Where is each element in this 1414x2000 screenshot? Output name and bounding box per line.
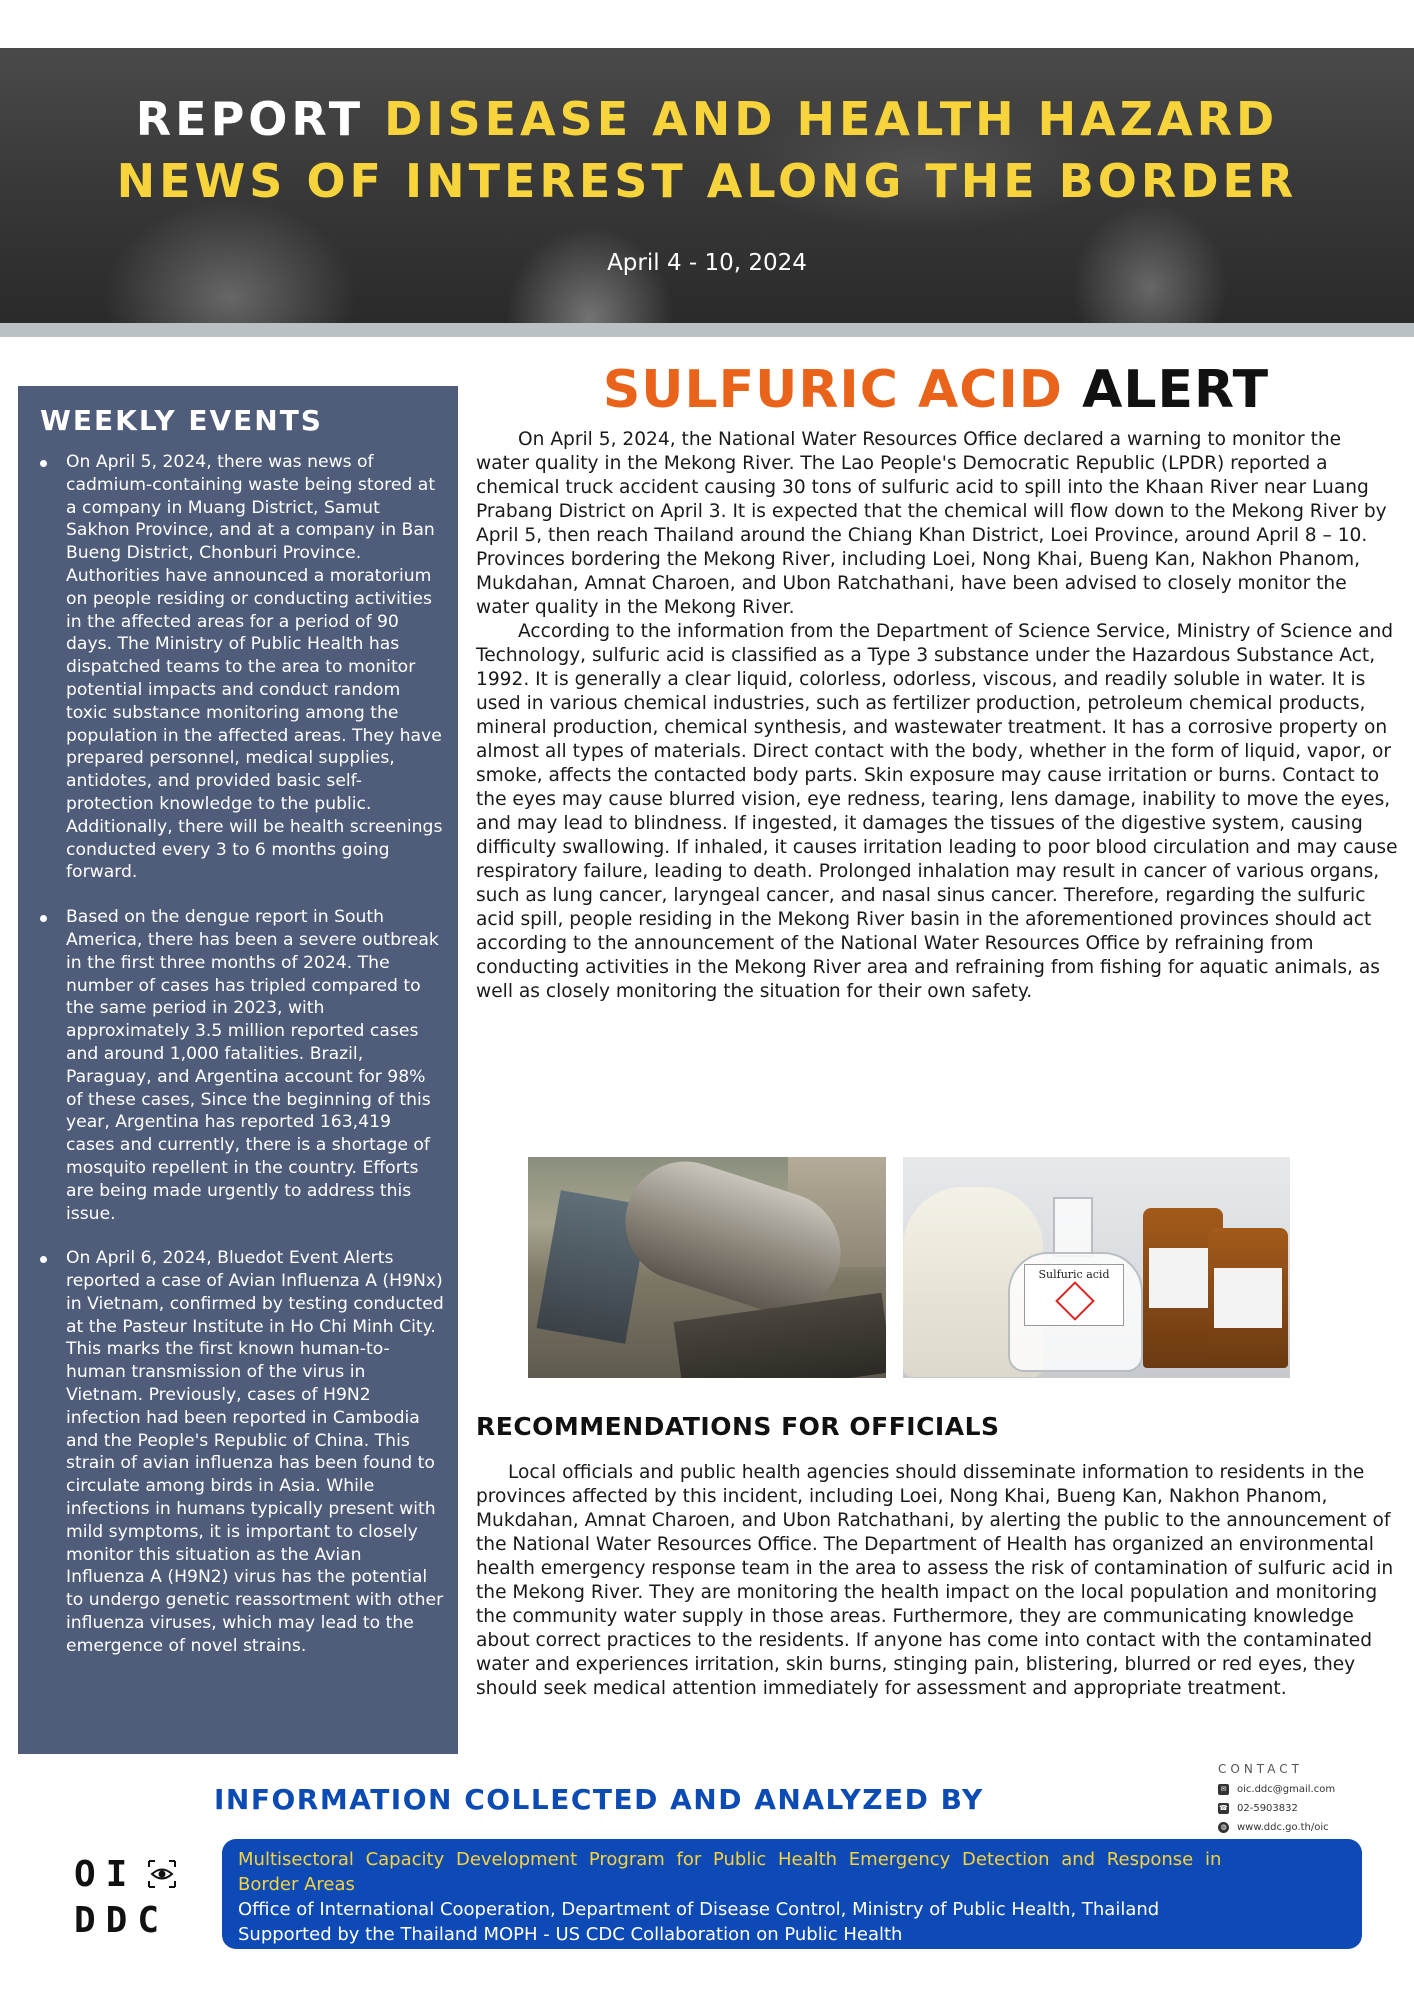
contact-email-row[interactable]	[1218, 1780, 1398, 1799]
program-name-line-1: Multisectoral Capacity Development Program for Public Health Emergency Detection and Response in	[238, 1849, 1222, 1870]
office-name: Office of International Cooperation, Department of Disease Control, Ministry of Public Health, Thailand	[238, 1899, 1160, 1920]
corrosive-hazard-icon	[1055, 1281, 1095, 1321]
contact-email[interactable]: oic.ddc@gmail.com	[1237, 1784, 1336, 1795]
oi-ddc-logo	[74, 1852, 184, 1952]
overturned-truck-photo	[528, 1157, 886, 1378]
weekly-events-panel	[18, 386, 458, 1754]
flask-label	[1024, 1264, 1124, 1326]
eye-icon	[146, 1858, 178, 1890]
email-icon: ✉	[1218, 1784, 1229, 1795]
contact-phone-row[interactable]	[1218, 1799, 1398, 1818]
support-note: Supported by the Thailand MOPH - US CDC Collaboration on Public Health	[238, 1924, 903, 1945]
weekly-event-item: On April 6, 2024, Bluedot Event Alerts reported a case of Avian Influenza A (H9Nx) in Vietnam, confirmed by testing conducted at the Pasteur Institute in Ho Chi Minh City. This marks the first known human-to-human transmission of the virus in Vietnam. Previously, cases of H9N2 infection had been reported in Cambodia and the People's Republic of China. This strain of avian influenza has been found to circulate among birds in Asia. While infections in humans typically present with mild symptoms, it is important to closely monitor this situation as the Avian Influenza A (H9N2) virus has the potential to undergo genetic reassortment with other influenza viruses, which may lead to the emergence of novel strains.	[40, 1247, 444, 1657]
header-banner	[0, 48, 1414, 323]
flask-label-text: Sulfuric acid	[1038, 1268, 1110, 1281]
recommendations-text: Local officials and public health agencies should disseminate information to residents in the provinces affected by this incident, including Loei, Nong Khai, Bueng Kan, Nakhon Phanom, Mukdahan, Amnat Charoen, and Ubon Ratchathani, by alerting the public to the announcement of the National Water Resources Office. The Department of Health has organized an environmental health emergency response team in the area to assess the risk of contamination of sulfuric acid in the Mekong River. They are monitoring the health impact on the local population and monitoring the community water supply in those areas. Furthermore, they are communicating knowledge about correct practices to the residents. If anyone has come into contact with the contaminated water and experiences irritation, skin burns, stinging pain, blistering, blurred or red eyes, they should seek medical attention immediately for assessment and appropriate treatment.	[476, 1462, 1394, 1699]
sulfuric-acid-flask-photo	[903, 1157, 1290, 1378]
alert-paragraph: According to the information from the Department of Science Service, Ministry of Science and Technology, sulfuric acid is classified as a Type 3 substance under the Hazardous Substance Act, 1992. It is generally a clear liquid, colorless, odorless, viscous, and readily soluble in water. It is used in various chemical industries, such as fertilizer production, petroleum chemical products, mineral production, chemical synthesis, and wastewater treatment. It has a corrosive property on almost all types of materials. Direct contact with the body, whether in the form of liquid, vapor, or smoke, affects the contacted body parts. Skin exposure may cause irritation or burns. Contact to the eyes may cause blurred vision, eye redness, tearing, lens damage, inability to move the eyes, and may lead to blindness. If ingested, it damages the tissues of the digestive system, causing difficulty swallowing. If inhaled, it causes irritation leading to poor blood circulation and may cause respiratory failure, leading to death. Prolonged inhalation may result in cancer of various organs, such as lung cancer, laryngeal cancer, and nasal sinus cancer. Therefore, regarding the sulfuric acid spill, people residing in the Mekong River basin in the aforementioned provinces should act according to the announcement of the National Water Resources Office by refraining from conducting activities in the Mekong River area and refraining from fishing for aquatic animals, as well as closely monitoring the situation for their own safety.	[476, 621, 1398, 1002]
collected-by-heading: INFORMATION COLLECTED AND ANALYZED BY	[214, 1783, 984, 1816]
alert-title-subject: SULFURIC ACID	[602, 360, 1063, 420]
recommendations-heading: RECOMMENDATIONS FOR OFFICIALS	[476, 1412, 1000, 1441]
header-divider	[0, 323, 1414, 337]
photo-flask	[1008, 1197, 1143, 1372]
report-title	[0, 88, 1414, 212]
report-date: April 4 - 10, 2024	[607, 250, 807, 276]
logo-text-row-2: DDC	[74, 1900, 170, 1941]
globe-icon: ◍	[1218, 1822, 1229, 1833]
weekly-events-list	[40, 451, 444, 1658]
alert-title	[476, 360, 1396, 420]
title-line-2: NEWS OF INTEREST ALONG THE BORDER	[116, 154, 1298, 208]
weekly-event-item: On April 5, 2024, there was news of cadmium-containing waste being stored at a company in Muang District, Samut Sakhon Province, and at a company in Ban Bueng District, Chonburi Province. Authorities have announced a moratorium on people residing or conducting activities in the affected areas for a period of 90 days. The Ministry of Public Health has dispatched teams to the area to monitor potential impacts and conduct random toxic substance monitoring among the population in the affected areas. They have prepared personnel, medical supplies, antidotes, and provided basic self-protection knowledge to the public. Additionally, there will be health screenings conducted every 3 to 6 months going forward.	[40, 451, 444, 884]
weekly-events-heading: WEEKLY EVENTS	[40, 404, 323, 437]
contact-web-row[interactable]	[1218, 1818, 1398, 1837]
alert-title-word: ALERT	[1082, 360, 1270, 420]
program-name-line-2: Border Areas	[238, 1874, 355, 1895]
title-line-1: DISEASE AND HEALTH HAZARD	[384, 92, 1279, 146]
contact-website[interactable]: www.ddc.go.th/oic	[1237, 1822, 1329, 1833]
contact-block	[1218, 1762, 1398, 1837]
program-info-box	[222, 1839, 1362, 1949]
contact-heading: CONTACT	[1218, 1762, 1303, 1776]
logo-text-row-1: OI	[74, 1854, 138, 1895]
contact-phone[interactable]: 02-5903832	[1237, 1803, 1298, 1814]
phone-icon: ☎	[1219, 1804, 1228, 1812]
title-report-word: REPORT	[135, 92, 365, 146]
photo-bottle	[1208, 1228, 1288, 1368]
alert-body	[476, 428, 1398, 1004]
weekly-event-item: Based on the dengue report in South America, there has been a severe outbreak in the first three months of 2024. The number of cases has tripled compared to the same period in 2023, with approximately 3.5 million reported cases and around 1,000 fatalities. Brazil, Paraguay, and Argentina account for 98% of these cases, Since the beginning of this year, Argentina has reported 163,419 cases and currently, there is a shortage of mosquito repellent in the country. Efforts are being made urgently to address this issue.	[40, 906, 444, 1225]
alert-paragraph: On April 5, 2024, the National Water Resources Office declared a warning to monitor the water quality in the Mekong River. The Lao People's Democratic Republic (LPDR) reported a chemical truck accident causing 30 tons of sulfuric acid to spill into the Khaan River near Luang Prabang District on April 3. It is expected that the chemical will flow down to the Mekong River by April 5, then reach Thailand around the Chiang Khan District, Loei Province, around April 8 – 10. Provinces bordering the Mekong River, including Loei, Nong Khai, Bueng Kan, Nakhon Phanom, Mukdahan, Amnat Charoen, and Ubon Ratchathani, have been advised to closely monitor the water quality in the Mekong River.	[476, 429, 1387, 618]
